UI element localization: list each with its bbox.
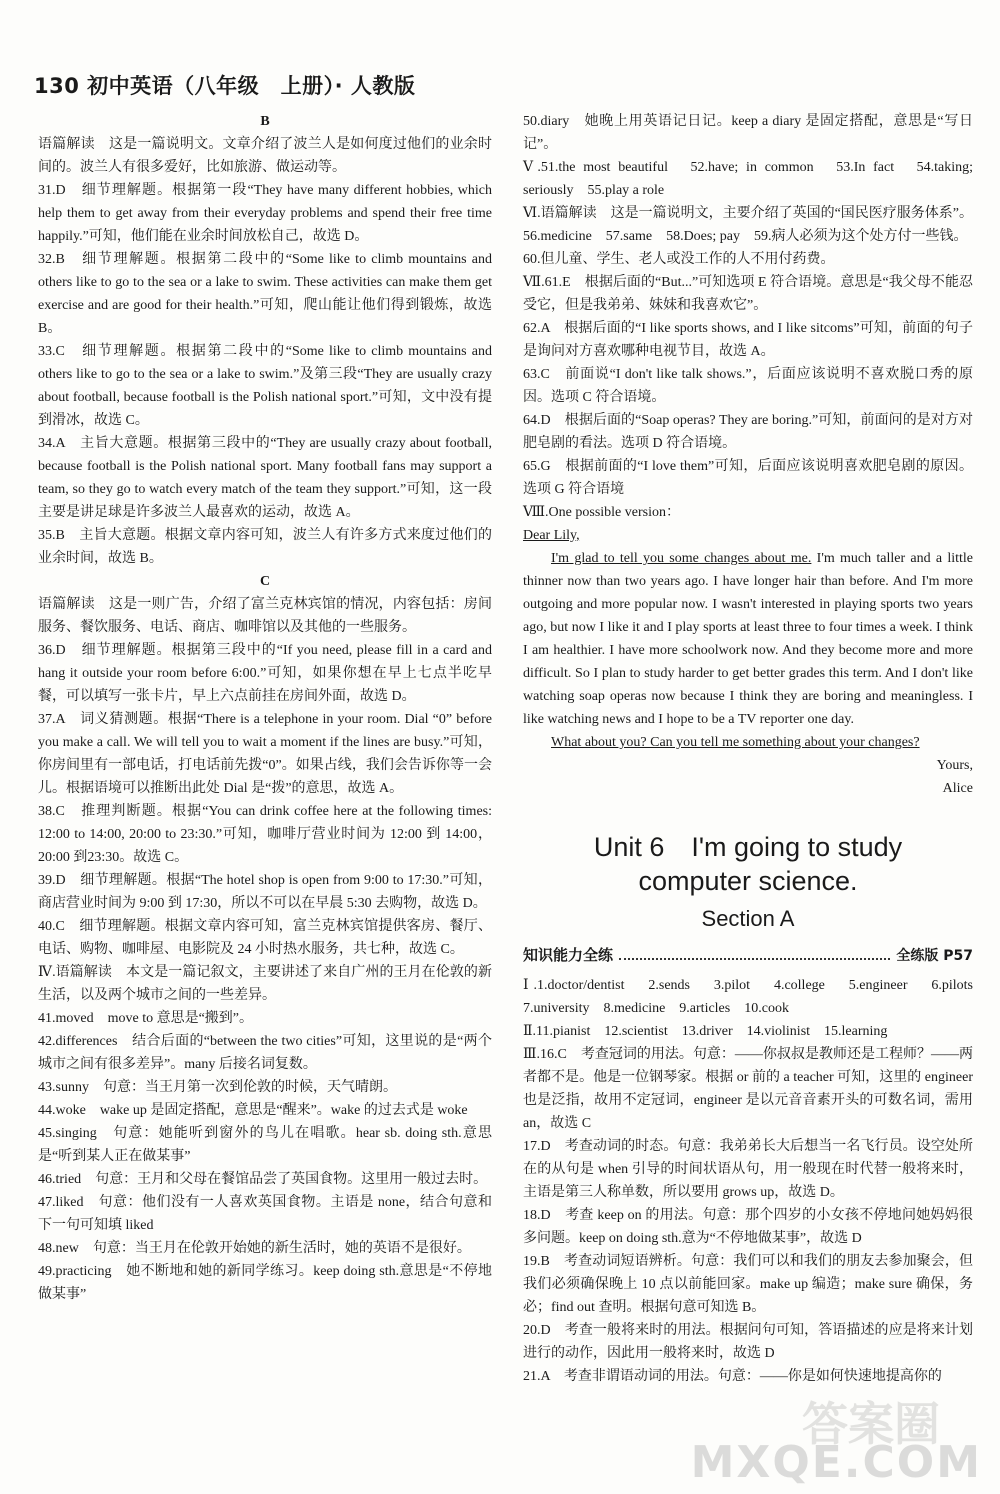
letter-closing [523,731,973,754]
bar-dots [619,958,890,960]
answer-paragraph: 20.D 考查一般将来时的用法。根据问句可知，答语描述的应是将来计划进行的动作，因此用一般将来时，故选 D [523,1323,973,1361]
answer-paragraph: 37.A 词义猜测题。根据“There is a telephone in your room. Dial “0” before you make a call. We will tell you to wait a moment if the lines are busy.”可知，你房间里有一部电话，打电话前先拨“0”。如果占线，我们会告诉你等一会儿。根据语境可以推断出此处 Dial 是“拨”的意思，故选 A。 [38,712,492,796]
answer-paragraph: 45.singing 句意：她能听到窗外的鸟儿在唱歌。hear sb. doing sth.意思是“听到某人正在做某事” [38,1126,492,1164]
answer-paragraph: 63.C 前面说“I don't like talk shows.”，后面应该说明不喜欢脱口秀的原因。选项 C 符合语境。 [523,367,973,405]
answer-paragraph: 41.moved move to 意思是“搬到”。 [38,1011,254,1026]
unit-title [523,830,973,898]
letter-body [523,547,973,731]
answer-paragraph: 语篇解读 这是一篇说明文。文章介绍了波兰人是如何度过他们的业余时间的。波兰人有很多爱好，比如旅游、做运动等。 [38,137,492,175]
section-heading: C [259,574,271,589]
answer-paragraph: 18.D 考查 keep on 的用法。句意：那个四岁的小女孩不停地问她妈妈很多问题。keep on doing sth.意为“不停地做某事”，故选 D [523,1208,973,1246]
letter-name: Alice [942,781,973,796]
answer-paragraph: Ⅳ.语篇解读 本文是一篇记叙文，主要讲述了来自广州的王月在伦敦的新生活，以及两个城市之间的一些差异。 [38,965,492,1003]
unit-title-line2: computer science. [638,866,858,896]
answers-unit6 [523,974,987,1388]
letter-salutation: Dear Lily, [523,528,580,543]
letter-signoff: Yours, [936,758,973,773]
watermark-url: MXQE.COM [690,1437,982,1488]
answer-paragraph: Ⅰ.1.doctor/dentist 2.sends 3.pilot 4.college 5.engineer 6.pilots 7.university 8.medicine 9.articles 10.cook [523,978,987,1016]
answer-paragraph: 56.medicine 57.same 58.Does; pay 59.病人必须为这个处方付一些钱。 [523,229,968,244]
answer-paragraph: 语篇解读 这是一则广告，介绍了富兰克林宾馆的情况，内容包括：房间服务、餐饮服务、电话、商店、咖啡馆以及其他的一些服务。 [38,597,492,635]
letter-opening: I'm glad to tell you some changes about me. [551,551,812,566]
answer-paragraph: Ⅱ.11.pianist 12.scientist 13.driver 14.violinist 15.learning [523,1024,888,1039]
answer-paragraph: 21.A 考查非谓语动词的用法。句意：——你是如何快速地提高你的 [523,1369,942,1384]
letter-closing-text: What about you? Can you tell me something about your changes? [551,735,920,750]
answer-paragraph: 49.practicing 她不断地和她的新同学练习。keep doing sth.意思是“不停地做某事” [38,1264,492,1302]
answer-paragraph: Ⅷ.One possible version： [523,505,680,520]
watermark-logo: 答案圈 [802,1397,940,1451]
answer-paragraph: 42.differences 结合后面的“between the two cities”可知，这里说的是“两个城市之间有很多差异”。many 后接名词复数。 [38,1034,492,1072]
section-bar [523,944,973,968]
answer-paragraph: 19.B 考查动词短语辨析。句意：我们可以和我们的朋友去参加聚会，但我们必须确保晚上 10 点以前能回家。make up 编造；make sure 确保，务必；find out 查明。根据句意可知选 B。 [523,1254,973,1315]
bar-ref: 全练版 P57 [896,948,973,964]
section-heading: B [260,114,270,129]
left-column [38,110,492,1306]
answer-paragraph: 62.A 根据后面的“I like sports shows, and I like sitcoms”可知，前面的句子是询问对方喜欢哪种电视节目，故选 A。 [523,321,973,359]
answer-paragraph: 65.G 根据前面的“I love them”可知，后面应该说明喜欢肥皂剧的原因。选项 G 符合语境 [523,459,973,497]
answer-paragraph: 43.sunny 句意：当王月第一次到伦敦的时候，天气晴朗。 [38,1080,397,1095]
bar-label: 知识能力全练 [523,946,614,964]
answer-paragraph: 46.tried 句意：王月和父母在餐馆品尝了英国食物。这里用一般过去时。 [38,1172,488,1187]
answer-paragraph: 60.但儿童、学生、老人或没工作的人不用付药费。 [523,252,835,267]
answer-paragraph: Ⅲ.16.C 考查冠词的用法。句意：——你叔叔是教师还是工程师？——两者都不是。他是一位钢琴家。根据 or 前的 a teacher 可知，这里的 engineer 也是泛指，故用不定冠词，engineer 是以元音音素开头的可数名词，需用 an，故选 C [523,1047,973,1131]
answer-paragraph: Ⅴ.51.the most beautiful 52.have; in common 53.In fact 54.taking; seriously 55.play a role [523,160,973,198]
answer-paragraph: 44.woke wake up 是固定搭配，意思是“醒来”。wake 的过去式是 woke [38,1103,468,1118]
answer-paragraph: Ⅵ.语篇解读 这是一篇说明文，主要介绍了英国的“国民医疗服务体系”。 [523,206,974,221]
right-column [523,110,987,1388]
answer-paragraph: 38.C 推理判断题。根据“You can drink coffee here at the following times: 12:00 to 14:00, 20:00 to 23:30.”可知，咖啡厅营业时间为 12:00 到 14:00，20:00 到23:30。故选 C。 [38,804,492,865]
letter-body-text: I'm much taller and a little thinner now than two years ago. I have longer hair than before. And I'm more outgoing and more popular now. I wasn't interested in playing sports two years ago, but now I like it and I play sports at least three to four times a week. I think I am healthier. I have more schoolwork now. And they become more and more difficult. So I plan to study harder to get better grades this term. And I don't like watching soap operas now because I think they are boring and meaningless. I like watching news and I hope to be a TV reporter one day. [523,551,973,727]
answers-50-65 [523,110,973,524]
answer-paragraph: 40.C 细节理解题。根据文章内容可知，富兰克林宾馆提供客房、餐厅、电话、购物、咖啡屋、电影院及 24 小时热水服务，共七种，故选 C。 [38,919,492,957]
answer-paragraph: 48.new 句意：当王月在伦敦开始她的新生活时，她的英语不是很好。 [38,1241,471,1256]
answer-paragraph: Ⅶ.61.E 根据后面的“But...”可知选项 E 符合语境。意思是“我父母不能忍受它，但是我弟弟、妹妹和我喜欢它”。 [523,275,973,313]
answer-paragraph: 50.diary 她晚上用英语记日记。keep a diary 是固定搭配，意思是“写日记”。 [523,114,973,152]
answer-paragraph: 31.D 细节理解题。根据第一段“They have many different hobbies, which help them to get away from their everyday problems and spend their free time happily.”可知，他们能在业余时间放松自己，故选 D。 [38,183,492,244]
answer-paragraph: 34.A 主旨大意题。根据第三段中的“They are usually crazy about football, because football is the Polish national sport. Many football fans may support a team, so they go to watch every match of the team they support.”可知，这一段主要是讲足球是许多波兰人最喜欢的运动，故选 A。 [38,436,492,520]
answer-paragraph: 64.D 根据后面的“Soap operas? They are boring.”可知，前面问的是对方对肥皂剧的看法。选项 D 符合语境。 [523,413,973,451]
sample-letter [523,524,973,800]
page-header: 130 初中英语（八年级 上册）· 人教版 [34,74,416,98]
answer-paragraph: 47.liked 句意：他们没有一人喜欢英国食物。主语是 none，结合句意和下一句可知填 liked [38,1195,492,1233]
answer-paragraph: 35.B 主旨大意题。根据文章内容可知，波兰人有许多方式来度过他们的业余时间，故选 B。 [38,528,492,566]
unit-title-line1: Unit 6 I'm going to study [593,832,903,862]
answer-paragraph: 33.C 细节理解题。根据第二段中的“Some like to climb mountains and others like to go to the sea or a lake to swim.”及第三段“They are usually crazy about football, because football is the Polish national sport.”可知，文中没有提到滑冰，故选 C。 [38,344,492,428]
section-title: Section A [701,906,795,931]
answer-paragraph: 39.D 细节理解题。根据“The hotel shop is open from 9:00 to 17:30.”可知，商店营业时间为 9:00 到 17:30，所以不可以在早晨 5:30 去购物，故选 D。 [38,873,492,911]
answer-paragraph: 36.D 细节理解题。根据第三段中的“If you need, please fill in a card and hang it outside your room before 6:00.”可知，如果你想在早上七点半吃早餐，可以填写一张卡片，早上六点前挂在房间外面，故选 D。 [38,643,492,704]
answer-paragraph: 17.D 考查动词的时态。句意：我弟弟长大后想当一名飞行员。设空处所在的从句是 when 引导的时间状语从句，用一般现在时代替一般将来时，主语是第三人称单数，所以要用 grows up，故选 D。 [523,1139,973,1200]
answer-paragraph: 32.B 细节理解题。根据第二段中的“Some like to climb mountains and others like to go to the sea or a lake to swim. These activities can make them get exercise and are good for their health.”可知，爬山能让他们得到锻炼，故选 B。 [38,252,492,336]
